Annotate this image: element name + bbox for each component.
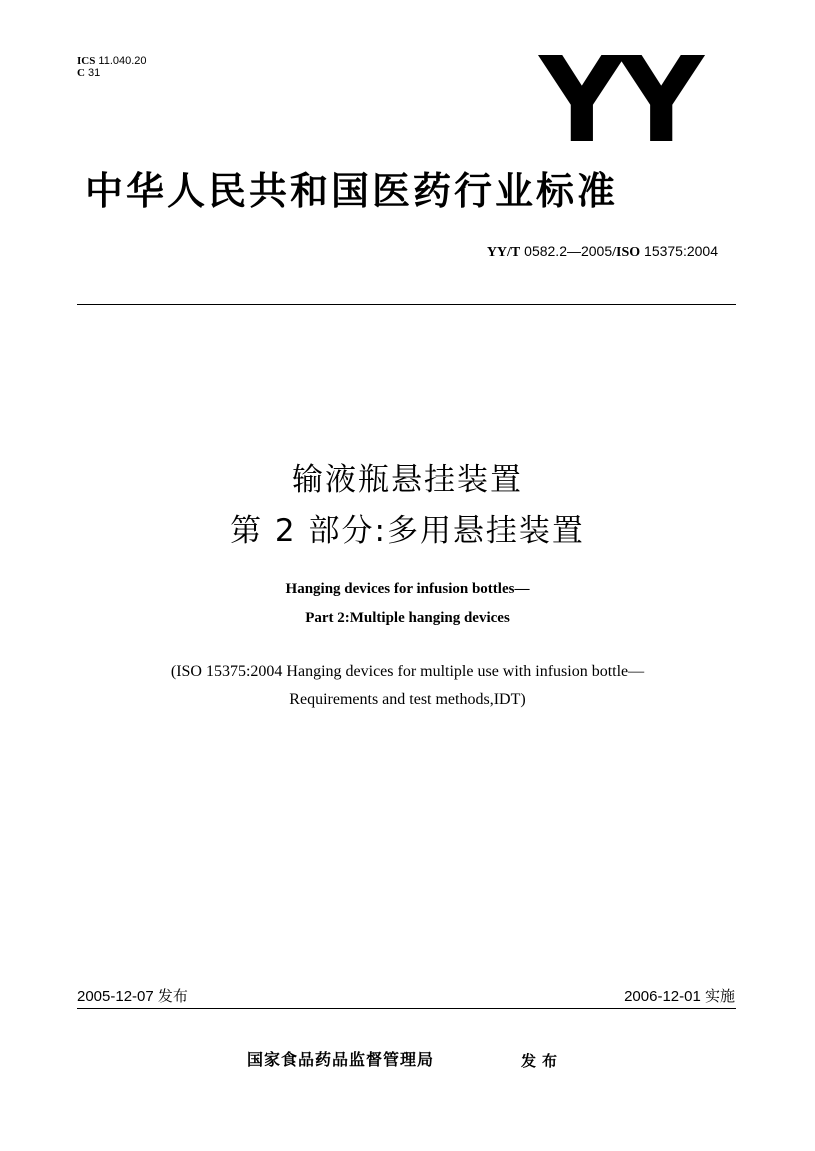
ccs-value: 31 <box>88 67 101 79</box>
ics-value: 11.040.20 <box>98 55 147 67</box>
standard-number-main: 0582.2—2005 <box>524 243 613 259</box>
issue-label: 发布 <box>521 1052 564 1070</box>
title-cn-line2: 第 2 部分:多用悬挂装置 <box>230 513 585 549</box>
standard-number-prefix: YY/T <box>486 245 521 260</box>
ccs-label: C <box>77 67 85 79</box>
footer-divider <box>77 1008 736 1009</box>
standard-number-iso: 15375:2004 <box>644 243 718 259</box>
title-cn-line1: 输液瓶悬挂装置 <box>292 462 523 498</box>
iso-reference-line2: Requirements and test methods,IDT) <box>289 691 526 708</box>
publish-date: 2005-12-07 发布 <box>77 988 188 1005</box>
header-divider <box>77 304 736 305</box>
title-en-line2: Part 2:Multiple hanging devices <box>305 610 510 626</box>
standard-number-sep: /ISO <box>612 245 641 260</box>
title-en-line1: Hanging devices for infusion bottles— <box>285 581 530 597</box>
ics-label: ICS <box>77 55 96 67</box>
classification-codes <box>77 55 147 79</box>
iso-reference-line1: (ISO 15375:2004 Hanging devices for multiple use with infusion bottle— <box>170 663 645 680</box>
yy-logo: YY <box>539 31 698 169</box>
standard-category-title: 中华人民共和国医药行业标准 <box>85 169 619 213</box>
standard-number <box>487 243 718 261</box>
effective-date: 2006-12-01 实施 <box>624 988 735 1005</box>
ccs-code <box>77 67 147 79</box>
issuing-authority: 国家食品药品监督管理局 <box>247 1050 435 1069</box>
ics-code <box>77 55 147 67</box>
